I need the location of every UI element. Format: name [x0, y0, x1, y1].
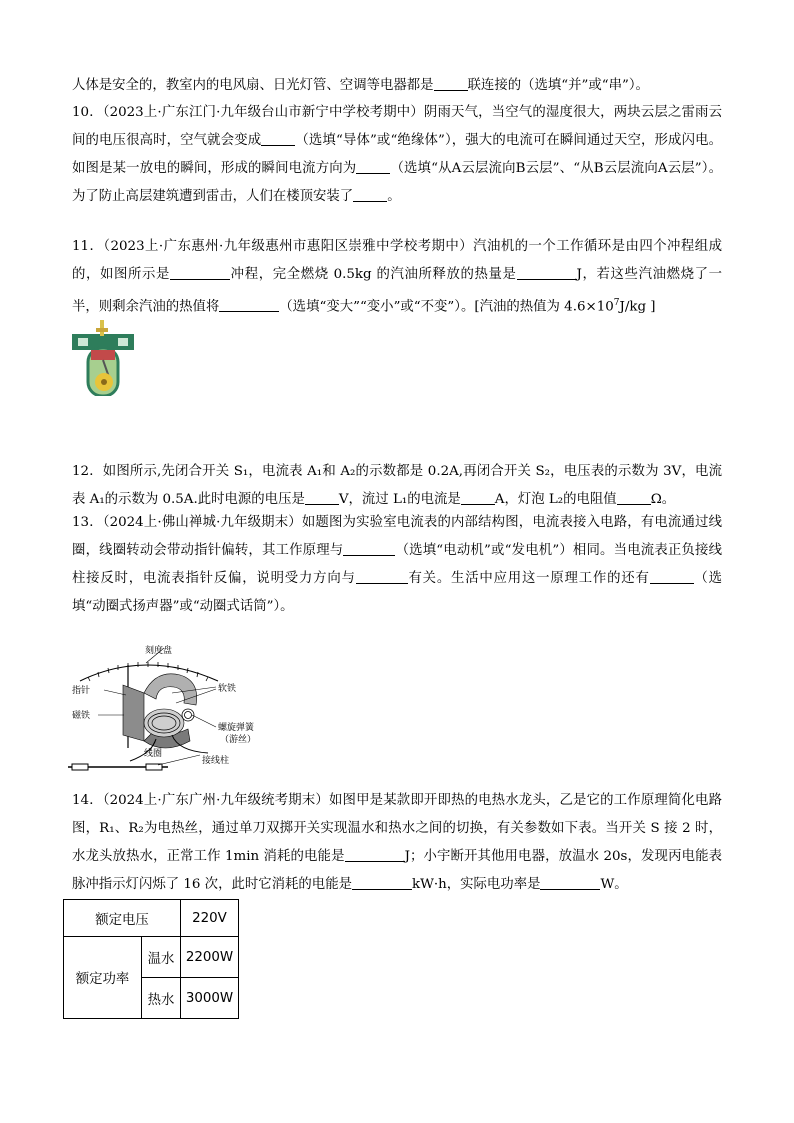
warm-value: 2200W: [181, 937, 239, 978]
warm-label: 温水: [142, 937, 181, 978]
label-pointer: 指针: [72, 686, 91, 696]
rated-voltage-label: 额定电压: [64, 900, 181, 937]
answer-blank: [170, 265, 230, 280]
hot-value: 3000W: [181, 978, 239, 1019]
answer-blank: [356, 569, 408, 584]
label-terminal: 接线柱: [202, 756, 230, 766]
rated-voltage-value: 220V: [181, 900, 239, 937]
label-hairspring: （游丝）: [220, 735, 257, 745]
answer-blank: [356, 159, 390, 174]
answer-blank: [540, 875, 600, 890]
answer-blank: [353, 187, 387, 202]
answer-blank: [219, 297, 279, 312]
answer-blank: [434, 76, 468, 91]
label-magnet: 磁铁: [72, 711, 91, 721]
answer-blank: [345, 847, 405, 862]
engine-figure: [70, 320, 136, 396]
answer-blank: [343, 541, 395, 556]
label-spring: 螺旋弹簧: [218, 723, 255, 733]
parameter-table: [63, 899, 239, 1019]
label-coil: 线圈: [144, 749, 163, 759]
hot-label: 热水: [142, 978, 181, 1019]
question-10: 10．（2023上·广东江门·九年级台山市新宁中学校考期中）阴雨天气，当空气的湿度很大，两块云层之雷雨云间的电压很高时，空气就会变成 （选填“导体”或“绝缘体”），强大的电流可在瞬间通过天空，形成闪电。如图是某一放电的瞬间，形成的瞬间电流方向为 （选填“从A云层流向B云层”、“从B云层流向A云层”）。为了防止高层建筑遭到雷击，人们在楼顶安装了 。: [72, 105, 723, 204]
question-14: 14．（2024上·广东广州·九年级统考期末）如图甲是某款即开即热的电热水龙头，乙是它的工作原理简化电路图，R₁、R₂为电热丝，通过单刀双掷开关实现温水和热水之间的切换，有关参数如下表。当开关 S 接 2 时，水龙头放热水，正常工作 1min 消耗的电能是 J；小宇断开其他用电器，放温水 20s，发现丙电能表脉冲指示灯闪烁了 16 次，此时它消耗的电能是 kW·h，实际电功率是 W。: [72, 793, 723, 892]
intro-line: 人体是安全的，教室内的电风扇、日光灯管、空调等电器都是 联连接的（选填“并”或“串”）。: [72, 78, 649, 93]
label-dial: 刻度盘: [145, 646, 173, 656]
answer-blank: [650, 569, 694, 584]
answer-blank: [261, 131, 295, 146]
answer-blank: [617, 490, 651, 505]
answer-blank: [517, 265, 577, 280]
ammeter-structure-figure: [68, 643, 278, 773]
question-11: 11．（2023上·广东惠州·九年级惠州市惠阳区崇雅中学校考期中）汽油机的一个工作循环是由四个冲程组成的，如图所示是 冲程，完全燃烧 0.5kg 的汽油所释放的热量是 J，若这些汽油燃烧了一半，则剩余汽油的热值将 （选填“变大”“变小”或“不变”）。[汽油的热值为 $4.6\times 10^7J/kg$ ]: [72, 239, 722, 315]
question-13: 13．（2024上·佛山禅城·九年级期末）如题图为实验室电流表的内部结构图，电流表接入电路，有电流通过线圈，线圈转动会带动指针偏转，其工作原理与 （选填“电动机”或“发电机”）相同。当电流表正负接线柱接反时，电流表指针反偏，说明受力方向与 有关。生活中应用这一原理工作的还有 （选填“动圈式扬声器”或“动圈式话筒”）。: [72, 515, 723, 614]
answer-blank: [305, 490, 339, 505]
answer-blank: [461, 490, 495, 505]
answer-blank: [352, 875, 412, 890]
question-12: 12．如图所示,先闭合开关 S₁，电流表 A₁和 A₂的示数都是 0.2A,再闭合开关 S₂，电压表的示数为 3V，电流表 A₁的示数为 0.5A.此时电源的电压是 V，流过 L₁的电流是 A，灯泡 L₂的电阻值 Ω。: [72, 464, 722, 507]
label-soft-iron: 软铁: [218, 684, 237, 694]
rated-power-label: 额定功率: [64, 937, 142, 1019]
